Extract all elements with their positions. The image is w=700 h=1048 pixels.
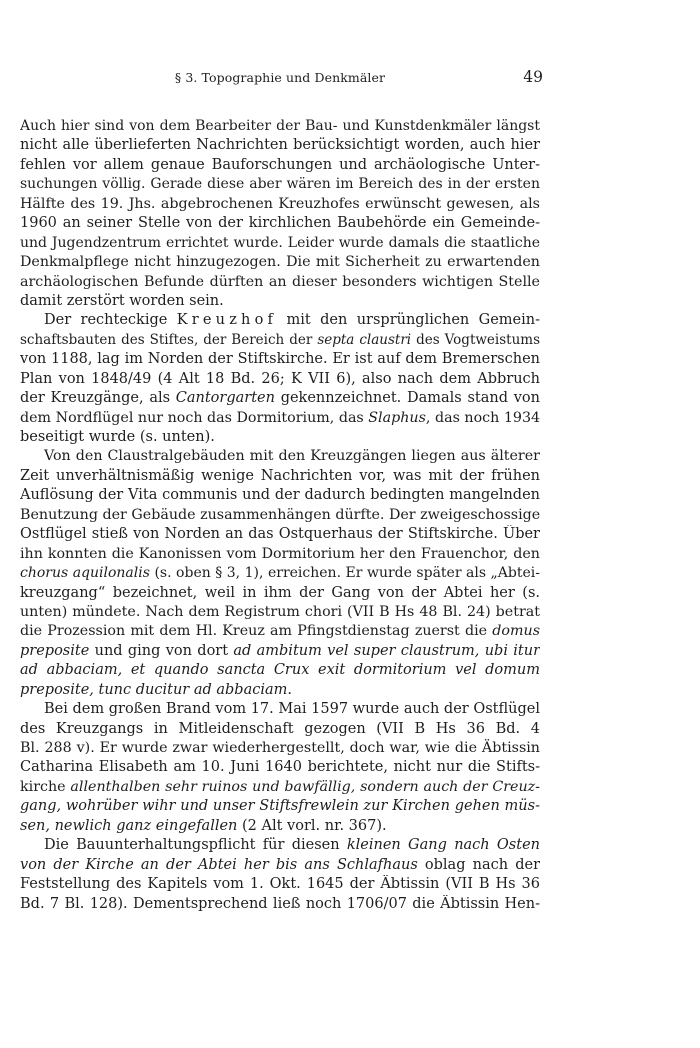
spaced-term: Kreuzhof (176, 312, 278, 329)
running-header (20, 68, 543, 90)
text-line (20, 778, 540, 797)
text-line (20, 622, 540, 641)
italic-phrase: domus (492, 623, 540, 640)
text-run: schaftsbauten des Stiftes, der Bereich der (20, 331, 313, 348)
text-line (20, 311, 540, 330)
text-line: Benutzung der Gebäude zusammenhängen dürfte. Der zweigeschossige (20, 506, 540, 523)
text-run: dem Nordflügel nur noch das Dormitorium, das (20, 409, 364, 426)
text-run: des Vogtweistums (416, 331, 540, 348)
page-number: 49 (523, 68, 543, 86)
running-title: § 3. Topographie und Denkmäler (174, 70, 386, 85)
text-line: Auflösung der Vita communis und der dadurch bedingten mangelnden (20, 487, 540, 504)
text-run: der Kreuzgänge, als (20, 390, 171, 407)
text-line: Feststellung des Kapitels vom 1. Okt. 1645 der Äbtissin (VII B Hs 36 (20, 876, 540, 893)
italic-phrase: Slaphus (368, 409, 426, 426)
italic-phrase: preposite (20, 642, 90, 659)
text-line: archäologischen Befunde dürften an dieser besonders wichtigen Stelle (20, 273, 540, 290)
text-line: Hälfte des 19. Jhs. abgebrochenen Kreuzhofes erwünscht gewesen, als (20, 195, 540, 212)
text-line (20, 797, 540, 816)
text-line: Ostflügel stieß von Norden an das Ostquerhaus der Stiftskirche. Über (20, 526, 540, 543)
text-line: nicht alle überlieferten Nachrichten berücksichtigt worden, auch hier (20, 137, 540, 154)
text-line: damit zerstört worden sein. (20, 292, 224, 309)
text-line (20, 856, 540, 875)
text-line: 1960 an seiner Stelle von der kirchlichen Baubehörde ein Gemeinde- (20, 215, 540, 232)
text-line: Bl. 288 v). Er wurde zwar wiederhergestellt, doch war, wie die Äbtissin (20, 740, 540, 756)
text-line: von 1188, lag im Norden der Stiftskirche. Er ist auf dem Bremerschen (20, 351, 540, 368)
text-line (20, 681, 540, 700)
italic-phrase: kleinen Gang nach Osten (346, 837, 540, 854)
text-line: unten) mündete. Nach dem Registrum chori (VII B Hs 48 Bl. 24) betrat (20, 603, 540, 620)
text-line: Catharina Elisabeth am 10. Juni 1640 berichtete, nicht nur die Stifts- (20, 759, 540, 776)
text-line: Zeit unverhältnismäßig wenige Nachrichten vor, was mit der frühen (20, 467, 540, 484)
text-run: gekennzeichnet. Damals stand von (280, 390, 540, 407)
text-run: Die Bauunterhaltungspflicht für diesen (44, 837, 340, 854)
italic-phrase: ad ambitum vel super claustrum, ubi itur (233, 642, 540, 659)
text-line: suchungen völlig. Gerade diese aber wären im Bereich des in der ersten (20, 176, 540, 193)
text-run: oblag nach der (424, 856, 540, 873)
text-line (20, 642, 540, 661)
text-line: fehlen vor allem genaue Bauforschungen und archäologische Unter- (20, 156, 540, 173)
italic-phrase: sen, newlich ganz eingefallen (20, 817, 238, 834)
text-line (20, 817, 540, 836)
text-run: kirche (20, 778, 66, 795)
text-line: des Kreuzgangs in Mitleidenschaft gezogen (VII B Hs 36 Bd. 4 (20, 720, 540, 737)
italic-phrase: preposite, tunc ducitur ad abbaciam. (20, 681, 292, 698)
text-line: und Jugendzentrum errichtet wurde. Leider wurde damals die staatliche (20, 234, 540, 251)
body-text (20, 117, 540, 914)
italic-phrase: Cantorgarten (175, 390, 275, 407)
italic-phrase: gang, wohrüber wihr und unser Stiftsfrewlein zur Kirchen gehen müs- (20, 798, 540, 815)
text-line: Denkmalpflege nicht hinzugezogen. Die mit Sicherheit zu erwartenden (20, 254, 540, 271)
italic-phrase: chorus aquilonalis (20, 565, 150, 582)
text-run: die Prozession mit dem Hl. Kreuz am Pfingstdienstag zuerst die (20, 623, 488, 640)
text-run: (2 Alt vorl. nr. 367). (242, 817, 387, 834)
italic-phrase: von der Kirche an der Abtei her bis ans Schlafhaus (20, 856, 418, 873)
italic-phrase: allenthalben sehr ruinos und bawfällig, sondern auch der Creuz- (70, 778, 540, 795)
text-line: beseitigt wurde (s. unten). (20, 429, 215, 445)
text-run: und ging von dort (94, 642, 229, 659)
text-line: Plan von 1848/49 (4 Alt 18 Bd. 26; K VII 6), also nach dem Abbruch (20, 370, 540, 387)
text-line: Bd. 7 Bl. 128). Dementsprechend ließ noch 1706/07 die Äbtissin Hen- (20, 895, 540, 912)
text-line: Von den Claustralgebäuden mit den Kreuzgängen liegen aus älterer (44, 448, 540, 465)
text-line: kreuzgang“ bezeichnet, weil in ihm der Gang von der Abtei her (s. (20, 584, 540, 601)
italic-phrase: ad abbaciam, et quando sancta Crux exit dormitorium vel domum (20, 662, 540, 679)
text-run: Der rechteckige (44, 312, 168, 329)
italic-phrase: septa claustri (317, 331, 412, 348)
text-line (20, 564, 540, 583)
text-run: mit den ursprünglichen Gemein- (286, 312, 540, 329)
text-line (20, 331, 540, 350)
text-line (20, 836, 540, 855)
text-run: (s. oben § 3, 1), erreichen. Er wurde später als „Abtei- (154, 565, 540, 582)
text-line (20, 389, 540, 408)
text-run: , das noch 1934 (425, 409, 540, 426)
text-line (20, 409, 540, 428)
text-line: ihn konnten die Kanonissen vom Dormitorium her den Frauenchor, den (20, 545, 540, 562)
text-line: Bei dem großen Brand vom 17. Mai 1597 wurde auch der Ostflügel (44, 701, 540, 718)
text-line: Auch hier sind von dem Bearbeiter der Bau- und Kunstdenkmäler längst (20, 118, 540, 134)
text-line (20, 661, 540, 680)
